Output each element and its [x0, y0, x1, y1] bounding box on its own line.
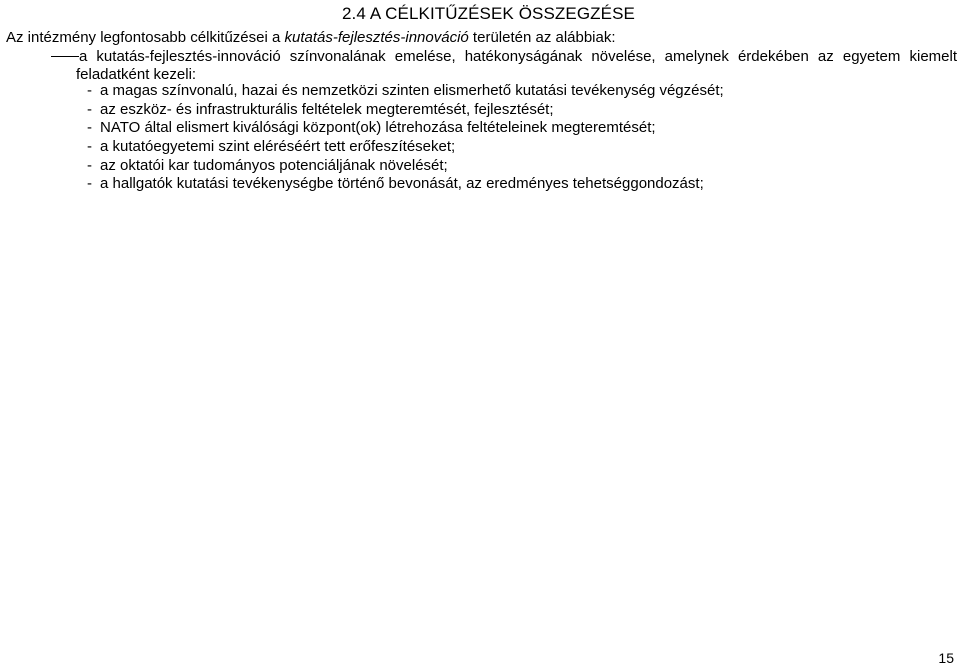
list-item — [87, 157, 724, 176]
intro-prefix: Az intézmény legfontosabb célkitűzései a — [6, 29, 285, 46]
sub-item-text: a hallgatók kutatási tevékenységbe történő bevonását, az eredményes tehetséggondozást; — [100, 175, 704, 193]
sub-item-text: a kutatóegyetemi szint eléréséért tett erőfeszítéseket; — [100, 138, 456, 156]
sub-item-bullet: - — [87, 138, 92, 156]
sub-item-bullet: - — [87, 100, 92, 118]
intro-suffix: területén az alábbiak: — [468, 29, 616, 46]
intro-emphasis: kutatás-fejlesztés-innováció — [284, 29, 469, 46]
page-number: 15 — [938, 650, 954, 666]
list-item — [87, 138, 724, 157]
sub-item-bullet: - — [87, 175, 92, 193]
main-item-line-1: a kutatás-fejlesztés-innováció színvonalának emelése, hatékonyságának növelése, amelynek érdekében az egyetem kiemelt — [79, 48, 957, 65]
list-item — [87, 175, 724, 194]
list-item — [87, 82, 724, 101]
intro-paragraph — [6, 29, 616, 46]
sub-item-text: az eszköz- és infrastrukturális feltételek megteremtését, fejlesztését; — [100, 100, 554, 118]
sub-item-text: NATO által elismert kiválósági központ(ok) létrehozása feltételeinek megteremtését; — [100, 119, 656, 137]
main-item-line-2: feladatként kezeli: — [76, 66, 197, 83]
sub-item-bullet: - — [87, 119, 92, 137]
list-item — [87, 101, 724, 120]
sub-item-text: a magas színvonalú, hazai és nemzetközi szinten elismerhető kutatási tevékenység végzését; — [100, 82, 724, 99]
sub-item-bullet: - — [87, 156, 92, 174]
sub-item-list — [87, 82, 724, 194]
dash-bullet-icon — [51, 56, 79, 57]
sub-item-bullet: - — [87, 82, 92, 99]
sub-item-text: az oktatói kar tudományos potenciáljának növelését; — [100, 156, 448, 174]
section-title: 2.4 A CÉLKITŰZÉSEK ÖSSZEGZÉSE — [342, 4, 635, 23]
list-item — [87, 119, 724, 138]
